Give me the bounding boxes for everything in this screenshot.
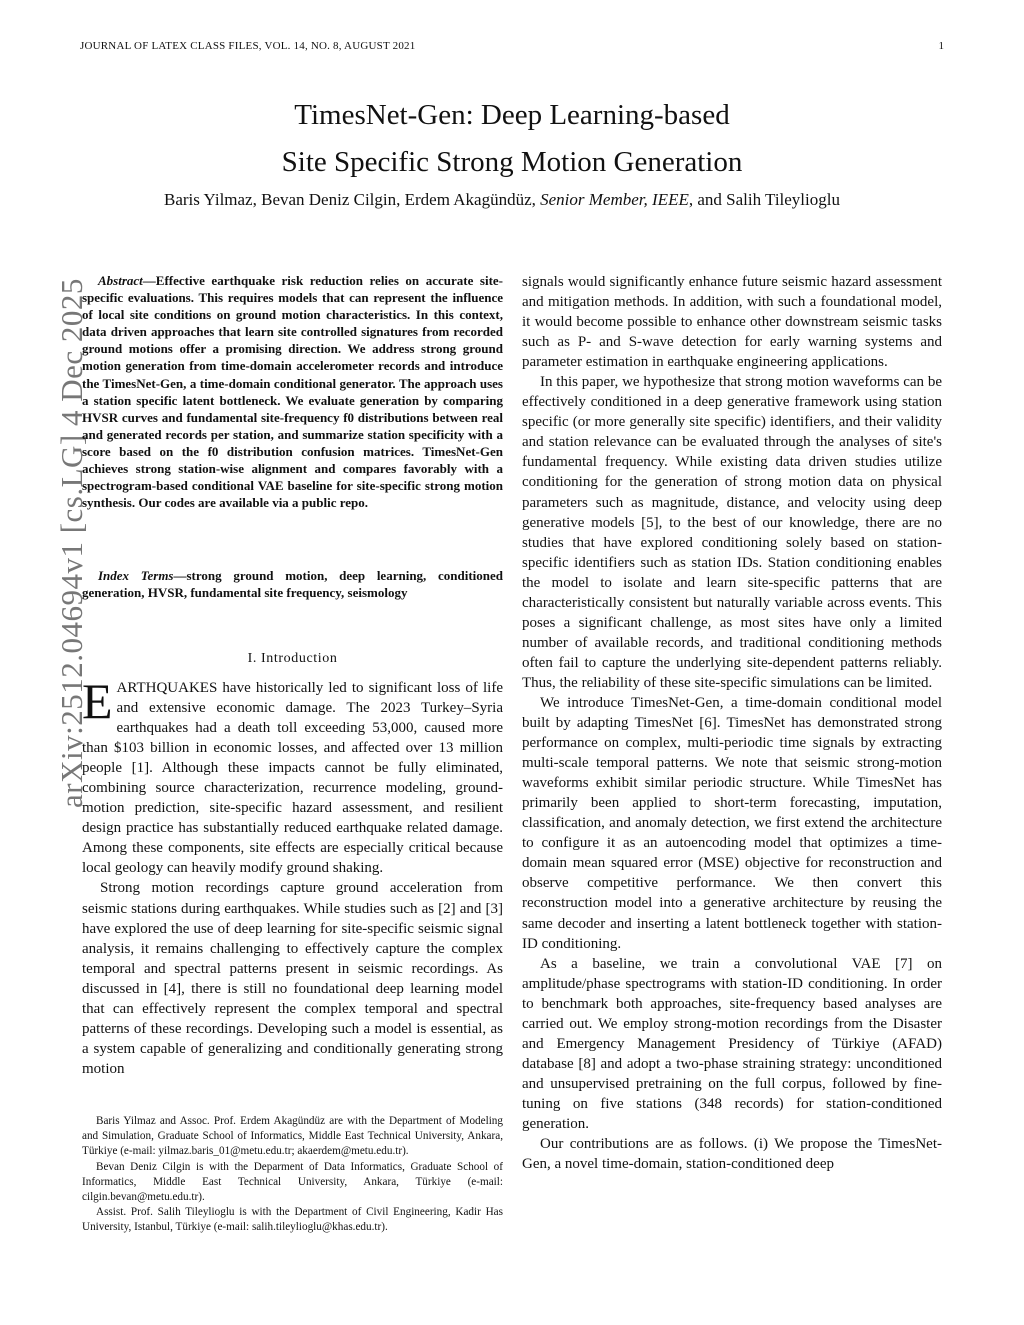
index-terms-label: Index Terms [98, 568, 174, 583]
intro-paragraph-2: Strong motion recordings capture ground acceleration from seismic stations during earthquakes. While studies such as [2] and [3] have explored the use of deep learning for site-specific seismic signal analysis, it remains challenging to effectively capture the complex temporal and spectral patterns present in seismic recordings. As discussed in [4], there is still no foundational deep learning model that can effectively represent the complex temporal and spectral patterns of these recordings. Developing such a model is essential, as a system capable of generalizing and conditionally generating strong motion [82, 880, 503, 1077]
right-column [522, 272, 942, 1174]
abstract [82, 272, 503, 511]
right-paragraph-3: We introduce TimesNet-Gen, a time-domain conditional model built by adapting TimesNet [6]. TimesNet has demonstrated strong performance on complex, multi-periodic time signals by extracting multi-scale temporal patterns. We note that seismic strong-motion waveforms exhibit similar periodic structure. While TimesNet has primarily been applied to short-term forecasting, imputation, classification, and anomaly detection, we first extend the architecture to configure it as an autoencoding model that optimizes a time-domain mean squared error (MSE) objective for reconstruction and observe competitive performance. We then convert this reconstruction model into a generative architecture by reusing the same decoder and inserting a latent bottleneck together with station-ID conditioning. [522, 694, 942, 952]
abstract-text: —Effective earthquake risk reduction relies on accurate site-specific evaluations. This requires models that can represent the influence of local site conditions on ground motion characteristics. In this context, data driven approaches that learn site controlled signatures from recorded ground motions offer a promising direction. We address strong ground motion generation from time-domain accelerometer records and introduce the TimesNet-Gen, a time-domain conditional generator. The approach uses a station specific latent bottleneck. We evaluate generation by comparing HVSR curves and fundamental site-frequency f0 distributions between real and generated records per station, and summarize station specificity with a score based on the f0 distribution confusion matrices. TimesNet-Gen achieves strong station-wise alignment and compares favorably with a spectrogram-based conditional VAE baseline for site-specific strong motion synthesis. Our codes are available via a public repo. [82, 273, 503, 511]
footnote-3: Assist. Prof. Salih Tileylioglu is with the Department of Civil Engineering, Kadir Has University, Istanbul, Türkiye (e-mail: salih.tileylioglu@khas.edu.tr). [82, 1206, 503, 1234]
right-paragraph-2: In this paper, we hypothesize that strong motion waveforms can be effectively conditioned in a deep generative framework using station specific (or more generally site specific) identifiers, and their validity and station relevance can be evaluated through the analyses of site's fundamental frequency. While existing data driven studies utilize conditioning for the generation of strong motion data on physical parameters such as magnitude, distance, and velocity using deep generative models [5], to the best of our knowledge, there are no studies that have explored conditioning solely based on station-specific identifiers such as station IDs. Station conditioning enables the model to isolate and learn site-specific patterns that are characteristically consistent but naturally variable across events. This poses a significant challenge, as most sites have only a limited number of available records, and traditional conditioning methods often fail to capture the underlying site-dependent patterns reliably. Thus, the reliability of these site-specific simulations can be limited. [522, 374, 942, 691]
author-membership: Senior Member, IEEE [540, 190, 689, 209]
section-heading: I. Introduction [247, 651, 338, 666]
journal-header: JOURNAL OF LATEX CLASS FILES, VOL. 14, NO. 8, AUGUST 2021 [80, 40, 416, 52]
paper-title [0, 92, 1024, 186]
intro-paragraph-1-text: ARTHQUAKES have historically led to significant loss of life and extensive economic damage. The 2023 Turkey–Syria earthquakes had a death toll exceeding 53,000, caused more than $103 billion in economic losses, and affected over 13 million people [1]. Although these impacts cannot be fully eliminated, combining source characterization, recurrence modeling, ground-motion prediction, site-specific hazard assessment, and resilient design practice has substantially reduced earthquake related damage. Among these components, site effects are especially critical because local geology can heavily modify ground shaking. [82, 680, 503, 877]
dropcap: E [82, 673, 113, 729]
right-paragraph-4: As a baseline, we train a convolutional VAE [7] on amplitude/phase spectrograms with station-ID conditioning. In order to benchmark both approaches, site-frequency based analyses are carried out. We employ strong-motion recordings from the Disaster and Emergency Management Presidency of Türkiye (AFAD) database [8] and adopt a two-phase straining strategy: unconditioned and unsupervised pretraining on the full corpus, followed by fine-tuning on five stations (348 records) for station-conditioned generation. [522, 955, 942, 1132]
page-number: 1 [938, 40, 944, 52]
author-list [0, 190, 1004, 210]
right-paragraph-1: signals would significantly enhance future seismic hazard assessment and mitigation methods. In addition, with such a foundational model, it would become possible to enhance other downstream seismic tasks such as P- and S-wave detection for early warning systems and parameter estimation in earthquake engineering applications. [522, 274, 942, 371]
title-line-2: Site Specific Strong Motion Generation [281, 146, 743, 178]
right-paragraph-5: Our contributions are as follows. (i) We propose the TimesNet-Gen, a novel time-domain, station-conditioned deep [522, 1136, 942, 1173]
footnotes [82, 1114, 503, 1236]
author-names-tail: , and Salih Tileylioglu [688, 190, 840, 209]
title-line-1: TimesNet-Gen: Deep Learning-based [294, 99, 730, 131]
arxiv-stamp: arXiv:2512.04694v1 [cs.LG] 4 Dec 2025 [54, 278, 89, 808]
intro-paragraph-1 [82, 673, 503, 878]
footnote-2: Bevan Deniz Cilgin is with the Deparment of Data Informatics, Graduate School of Informatics, Middle East Technical University, Ankara, Türkiye (e-mail: cilgin.bevan@metu.edu.tr). [82, 1160, 503, 1204]
index-terms [82, 567, 503, 601]
footnote-1: Baris Yilmaz and Assoc. Prof. Erdem Akagündüz are with the Department of Modeling and Simulation, Graduate School of Informatics, Middle East Technical University, Ankara, Türkiye (e-mail: yilmaz.baris_01@metu.edu.tr; akaerdem@metu.edu.tr). [82, 1115, 503, 1158]
index-terms-text: —strong ground motion, deep learning, conditioned generation, HVSR, fundamental site frequency, seismology [82, 568, 503, 601]
author-names: Baris Yilmaz, Bevan Deniz Cilgin, Erdem Akagündüz, [164, 190, 541, 209]
intro-left-column [82, 673, 503, 1079]
abstract-label: Abstract [98, 273, 143, 288]
